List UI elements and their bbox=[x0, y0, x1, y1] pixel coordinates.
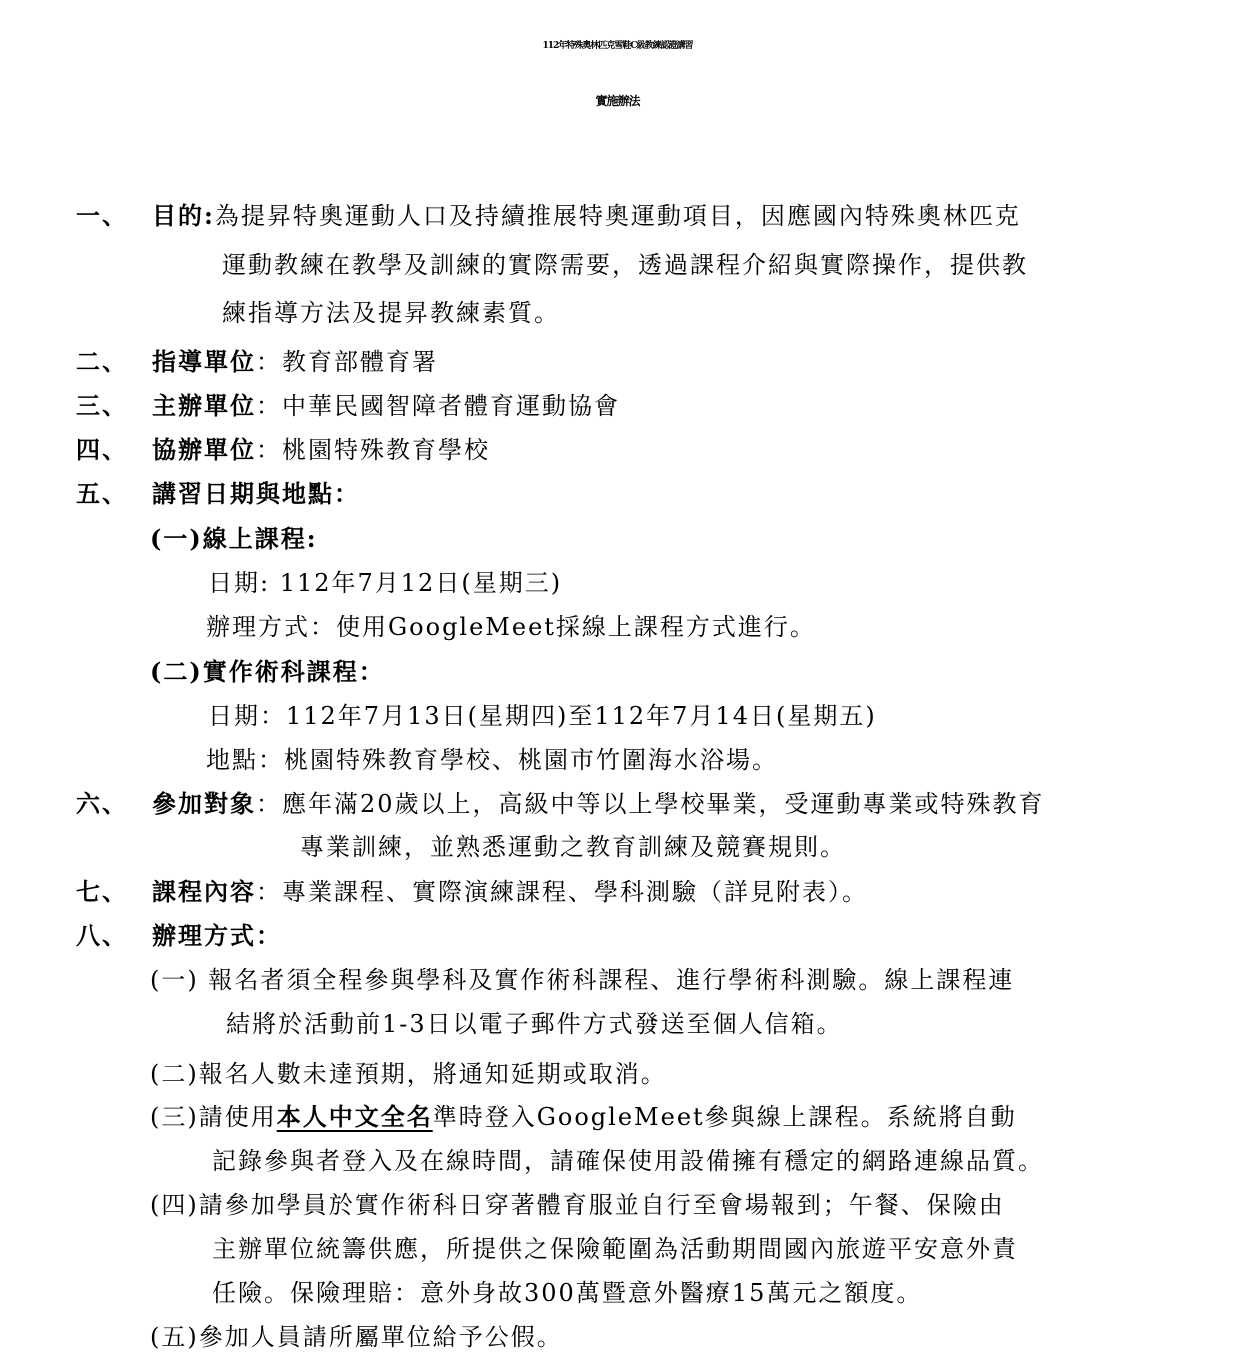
section-8-item-5: (五)參加人員請所屬單位給予公假。 bbox=[150, 1323, 563, 1351]
section-number-8: 八、 bbox=[76, 921, 128, 950]
section-5-sub-1-label: (一)線上課程: bbox=[150, 524, 318, 553]
section-6-text: 應年滿20歲以上，高級中等以上學校畢業，受運動專業或特殊教育 bbox=[282, 790, 1045, 818]
section-5-sub-1-method: 辦理方式：使用GoogleMeet採線上課程方式進行。 bbox=[206, 613, 816, 641]
section-3-line bbox=[152, 390, 620, 422]
section-6-colon: ： bbox=[256, 790, 282, 818]
section-3-label: 主辦單位 bbox=[152, 391, 256, 420]
section-8-label: 辦理方式： bbox=[152, 921, 282, 950]
section-8-item-2: (二)報名人數未達預期，將通知延期或取消。 bbox=[150, 1060, 667, 1088]
section-6-label: 參加對象 bbox=[152, 789, 256, 818]
section-5-sub-2-place: 地點：桃園特殊教育學校、桃園市竹圍海水浴場。 bbox=[206, 746, 778, 774]
section-1-label: 目的: bbox=[152, 201, 215, 230]
section-4-colon: ： bbox=[256, 436, 282, 464]
section-8-item-3-pre: (三)請使用 bbox=[150, 1103, 277, 1131]
section-2-line bbox=[152, 346, 438, 378]
section-2-label: 指導單位 bbox=[152, 347, 256, 376]
section-number-7: 七、 bbox=[76, 877, 128, 906]
section-3-text: 中華民國智障者體育運動協會 bbox=[282, 392, 620, 420]
section-8-item-4-line-2: 主辦單位統籌供應，所提供之保險範圍為活動期間國內旅遊平安意外責 bbox=[212, 1235, 1018, 1263]
document-subtitle: 實施辦法 bbox=[595, 94, 640, 108]
section-2-text: 教育部體育署 bbox=[282, 348, 438, 376]
section-8-item-1-line-2: 結將於活動前1-3日以電子郵件方式發送至個人信箱。 bbox=[226, 1010, 843, 1038]
document-title: 112年特殊奧林匹克雪鞋C級教練認證講習 bbox=[542, 41, 693, 51]
section-1-text: 為提昇特奧運動人口及持續推展特奧運動項目，因應國內特殊奧林匹克 bbox=[214, 202, 1021, 230]
section-5-sub-2-label: (二)實作術科課程： bbox=[150, 657, 385, 686]
section-number-1: 一、 bbox=[76, 201, 128, 230]
section-5-sub-2-date: 日期：112年7月13日(星期四)至112年7月14日(星期五) bbox=[208, 702, 877, 730]
section-3-colon: ： bbox=[256, 392, 282, 420]
section-6-line-2: 專業訓練，並熟悉運動之教育訓練及競賽規則。 bbox=[300, 833, 846, 861]
section-5-label: 講習日期與地點： bbox=[152, 479, 360, 508]
section-8-item-3-post: 準時登入GoogleMeet參與線上課程。系統將自動 bbox=[432, 1103, 1017, 1131]
section-4-label: 協辦單位 bbox=[152, 435, 256, 464]
section-2-colon: ： bbox=[256, 348, 282, 376]
section-1-line-2: 運動教練在教學及訓練的實際需要，透過課程介紹與實際操作，提供教 bbox=[222, 251, 1028, 279]
section-7-label: 課程內容 bbox=[152, 877, 256, 906]
section-1-line-1 bbox=[152, 200, 1021, 232]
section-7-line bbox=[152, 876, 868, 908]
section-number-5: 五、 bbox=[76, 479, 128, 508]
section-number-4: 四、 bbox=[76, 435, 128, 464]
section-8-item-4-line-3: 任險。保險理賠：意外身故300萬暨意外醫療15萬元之額度。 bbox=[212, 1279, 923, 1307]
section-6-line-1 bbox=[152, 788, 1045, 820]
section-7-text: 專業課程、實際演練課程、學科測驗（詳見附表）。 bbox=[282, 878, 868, 906]
section-8-item-1-line-1: (一) 報名者須全程參與學科及實作術科課程、進行學術科測驗。線上課程連 bbox=[150, 966, 1015, 994]
section-number-3: 三、 bbox=[76, 391, 128, 420]
section-5-sub-1-date: 日期: 112年7月12日(星期三) bbox=[208, 569, 563, 597]
section-8-item-3-emphasis: 本人中文全名 bbox=[276, 1102, 433, 1131]
section-4-line bbox=[152, 434, 490, 466]
section-1-line-3: 練指導方法及提昇教練素質。 bbox=[222, 299, 560, 327]
section-number-6: 六、 bbox=[76, 789, 128, 818]
section-number-2: 二、 bbox=[76, 347, 128, 376]
section-8-item-3-line-2: 記錄參與者登入及在線時間，請確保使用設備擁有穩定的網路連線品質。 bbox=[212, 1147, 1044, 1175]
section-7-colon: ： bbox=[256, 878, 282, 906]
section-8-item-4-line-1: (四)請參加學員於實作術科日穿著體育服並自行至會場報到；午餐、保險由 bbox=[150, 1191, 1005, 1219]
section-4-text: 桃園特殊教育學校 bbox=[282, 436, 490, 464]
section-8-item-3-line-1 bbox=[150, 1101, 1017, 1133]
